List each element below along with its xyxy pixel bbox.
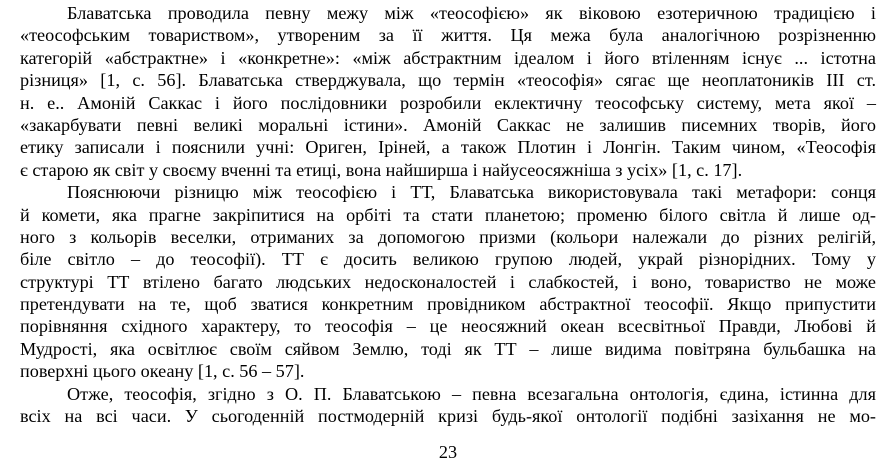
text-line: «закарбувати певні великі моральні істини». Амоній Саккас не залишив писемних творів, його [20, 114, 876, 135]
text-line: порівняння східного характеру, то теософія – це неосяжний океан всесвітньої Правди, Любові й [20, 316, 876, 337]
text-line: всіх на всі часи. У сьогоденній постмодерній кризі будь-якої онтології подібні зазіхання не мо- [20, 406, 876, 427]
text-line: н. е.. Амоній Саккас і його послідовники розробили еклектичну теософську систему, мета якої – [20, 92, 876, 113]
text-line: є старою як світ у своєму вченні та етиці, вона найширша і найусеосяжніша з усіх» [1, с. 17]. [20, 159, 743, 180]
text-line: «теософським товариством», утвореним за її життя. Ця межа була аналогічною розрізненню [20, 25, 876, 46]
page-number: 23 [438, 442, 458, 462]
paragraph-3 [20, 383, 876, 428]
text-line: Блаватська проводила певну межу між «теософією» як віковою езотеричною традицією і [67, 3, 876, 23]
text-line: різниця» [1, с. 56]. Блаватська стверджувала, що термін «теософія» сягає ще неоплатоників ІІІ ст. [20, 70, 876, 91]
paragraph-2 [20, 181, 876, 383]
text-line: ного з кольорів веселки, отриманих за допомогою призми (кольори належали до різних релігій, [20, 226, 876, 247]
text-line: поверхні цього океану [1, с. 56 – 57]. [20, 361, 305, 382]
paragraph-1 [20, 2, 876, 181]
text-line: Пояснюючи різницю між теософією і ТТ, Блаватська використовувала такі метафори: сонця [67, 182, 876, 203]
text-line: претендувати на те, щоб зватися конкретним провідником абстрактної теософії. Якщо припустити [20, 294, 876, 315]
text-line: категорій «абстрактне» і «конкретне»: «між абстрактним ідеалом і його втіленням існує ... істотна [20, 47, 876, 68]
document-page [20, 2, 876, 427]
text-line: Мудрості, яка освітлює своїм сяйвом Землю, тоді як ТТ – лише видима повітряна бульбашка на [20, 338, 876, 359]
text-line: й комети, яка прагне закріпитися на орбіті та стати планетою; променю білого світла й лише од- [20, 204, 876, 225]
text-line: структурі ТТ втілено багато людських недосконалостей і слабкостей, і воно, товариство не може [20, 271, 876, 292]
text-line: Отже, теософія, згідно з О. П. Блаватською – певна всезагальна онтологія, єдина, істинна для [67, 383, 876, 404]
text-line: етику записали і пояснили учні: Ориген, Іріней, а також Плотин і Лонгін. Таким чином, «Теософія [20, 137, 876, 158]
text-line: біле світло – до теософії). ТТ є досить великою групою людей, украй різнорідних. Тому у [20, 249, 876, 270]
